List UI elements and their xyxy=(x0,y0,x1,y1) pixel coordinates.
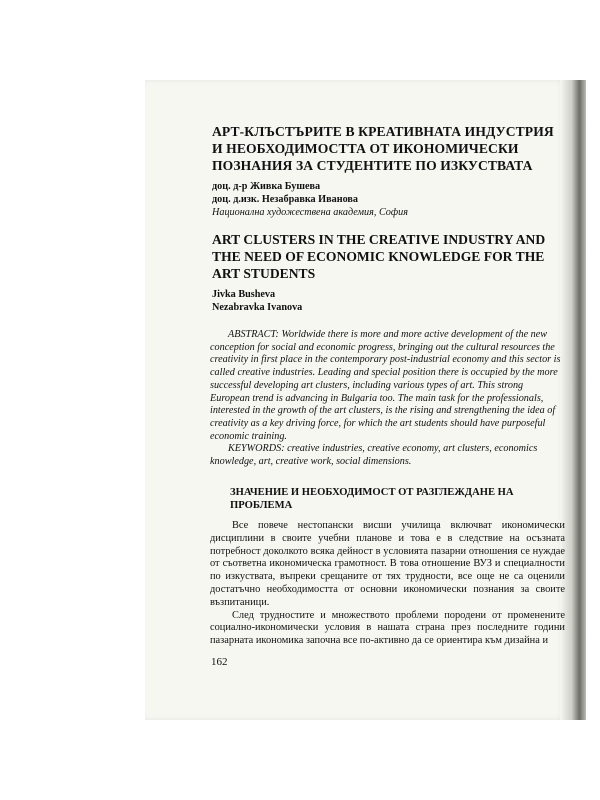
body-paragraph-1: Все повече нестопански висши училища включват икономически дисциплини в своите учебни планове и това е в следствие на осъзната потребност доколкото всяка дейност в условията пазарни отношения се нуждае от съответна икономическа грамотност. В това отношение ВУЗ и специалности по изкуствата, въпреки срещаните от тях трудности, все още не са оценили достатъчно необходимостта от основни икономически познания за своите възпитаници. xyxy=(210,520,565,608)
english-author-2: Nezabravka Ivanova xyxy=(212,302,303,313)
section-heading: ЗНАЧЕНИЕ И НЕОБХОДИМОСТ ОТ РАЗГЛЕЖДАНЕ НА ПРОБЛЕМА xyxy=(230,487,514,511)
page-number: 162 xyxy=(211,656,228,668)
english-title: ART CLUSTERS IN THE CREATIVE INDUSTRY AND THE NEED OF ECONOMIC KNOWLEDGE FOR THE ART STUDENTS xyxy=(212,232,546,281)
bulgarian-title: АРТ-КЛЪСТЪРИТЕ В КРЕАТИВНАТА ИНДУСТРИЯ И НЕОБХОДИМОСТТА ОТ ИКОНОМИЧЕСКИ ПОЗНАНИЯ ЗА СТУДЕНТИТЕ ПО ИЗКУСТВАТА xyxy=(212,124,554,173)
abstract-block xyxy=(210,329,565,469)
bulgarian-institution: Национална художествена академия, София xyxy=(212,207,408,218)
keywords-text: KEYWORDS: creative industries, creative economy, art clusters, economics knowledge, art, creative work, social dimensions. xyxy=(210,443,538,468)
article-header xyxy=(212,123,564,314)
bulgarian-author-1: доц. д-р Живка Бушева xyxy=(212,181,321,192)
english-author-1: Jivka Busheva xyxy=(212,289,276,300)
bulgarian-authors xyxy=(212,180,564,219)
abstract-text: ABSTRACT: Worldwide there is more and more active development of the new conception for social and economic progress, bringing out the cultural resources the creativity in first place in the contemporary post-industrial economy and this sector is called creative industries. Leading and special position there is occupied by the more successful developing art clusters, including various types of art. This strong European trend is advancing in Bulgaria too. The main task for the professionals, interested in the growth of the art clusters, is the rising and strengthening the idea of creativity as a key driving force, for which the art students should have purposeful economic training. xyxy=(210,329,561,442)
bulgarian-author-2: доц. д.изк. Незабравка Иванова xyxy=(212,194,359,205)
body-paragraph-2: След трудностите и множеството проблеми породени от променените социално-икономически условия в нашата страна през последните години пазарната икономика започна все по-активно да се ориентира към дизайна и xyxy=(210,609,565,647)
english-authors xyxy=(212,288,564,314)
body-text xyxy=(210,520,565,648)
